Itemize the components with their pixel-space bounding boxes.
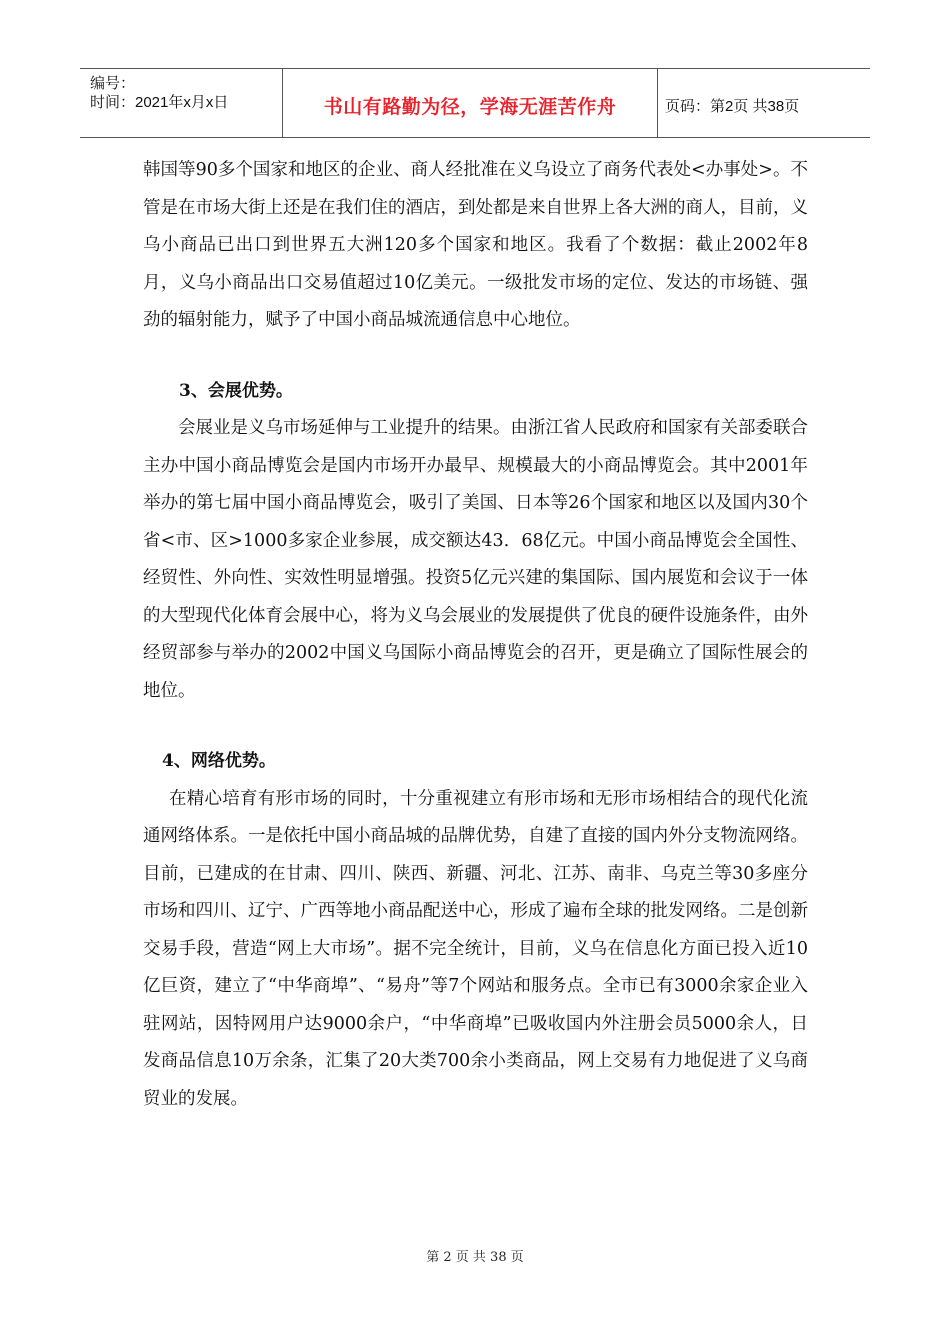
time-label: 时间：2021年x月x日 (90, 94, 229, 111)
number-label: 编号： (90, 75, 136, 92)
document-body (143, 152, 808, 1118)
motto: 书山有路勤为径，学海无涯苦作舟 (323, 96, 617, 118)
section4-heading: 4、网络优势。 (162, 751, 276, 771)
header-page-cell (657, 69, 870, 137)
section4-paragraph: 在精心培育有形市场的同时，十分重视建立有形市场和无形市场相结合的现代化流通网络体系。一是依托中国小商品城的品牌优势，自建了直接的国内外分支物流网络。目前，已建成的在甘肃、四川、陕西、新疆、河北、江苏、南非、乌克兰等30多座分市场和四川、辽宁、广西等地小商品配送中心，形成了遍布全球的批发网络。二是创新交易手段，营造“网上大市场”。据不完全统计，目前，义乌在信息化方面已投入近10亿巨资，建立了“中华商埠”、“易舟”等7个网站和服务点。全市已有3000余家企业入驻网站，因特网用户达9000余户，“中华商埠”已吸收国内外注册会员5000余人，日发商品信息10万余条，汇集了20大类700余小类商品，网上交易有力地促进了义乌商贸业的发展。 (143, 788, 808, 1109)
paragraph-continued: 韩国等90多个国家和地区的企业、商人经批准在义乌设立了商务代表处<办事处>。不管是在市场大街上还是在我们住的酒店，到处都是来自世界上各大洲的商人，目前，义乌小商品已出口到世界五大洲120多个国家和地区。我看了个数据：截止2002年8月，义乌小商品出口交易值超过10亿美元。一级批发市场的定位、发达的市场链、强劲的辐射能力，赋予了中国小商品城流通信息中心地位。 (143, 160, 808, 330)
section3-paragraph: 会展业是义乌市场延伸与工业提升的结果。由浙江省人民政府和国家有关部委联合主办中国小商品博览会是国内市场开办最早、规模最大的小商品博览会。其中2001年举办的第七届中国小商品博览会，吸引了美国、日本等26个国家和地区以及国内30个省<市、区>1000多家企业参展，成交额达43．68亿元。中国小商品博览会全国性、经贸性、外向性、实效性明显增强。投资5亿元兴建的集国际、国内展览和会议于一体的大型现代化体育会展中心，将为义乌会展业的发展提供了优良的硬件设施条件，由外经贸部参与举办的2002中国义乌国际小商品博览会的召开，更是确立了国际性展会的地位。 (143, 418, 808, 701)
page-info: 页码：第2页 共38页 (665, 98, 800, 115)
page-footer: 第 2 页 共 38 页 (426, 1250, 524, 1265)
header-motto-cell (282, 69, 658, 137)
section3-heading: 3、会展优势。 (179, 380, 293, 401)
document-header (80, 68, 870, 138)
header-meta-cell (80, 69, 282, 137)
